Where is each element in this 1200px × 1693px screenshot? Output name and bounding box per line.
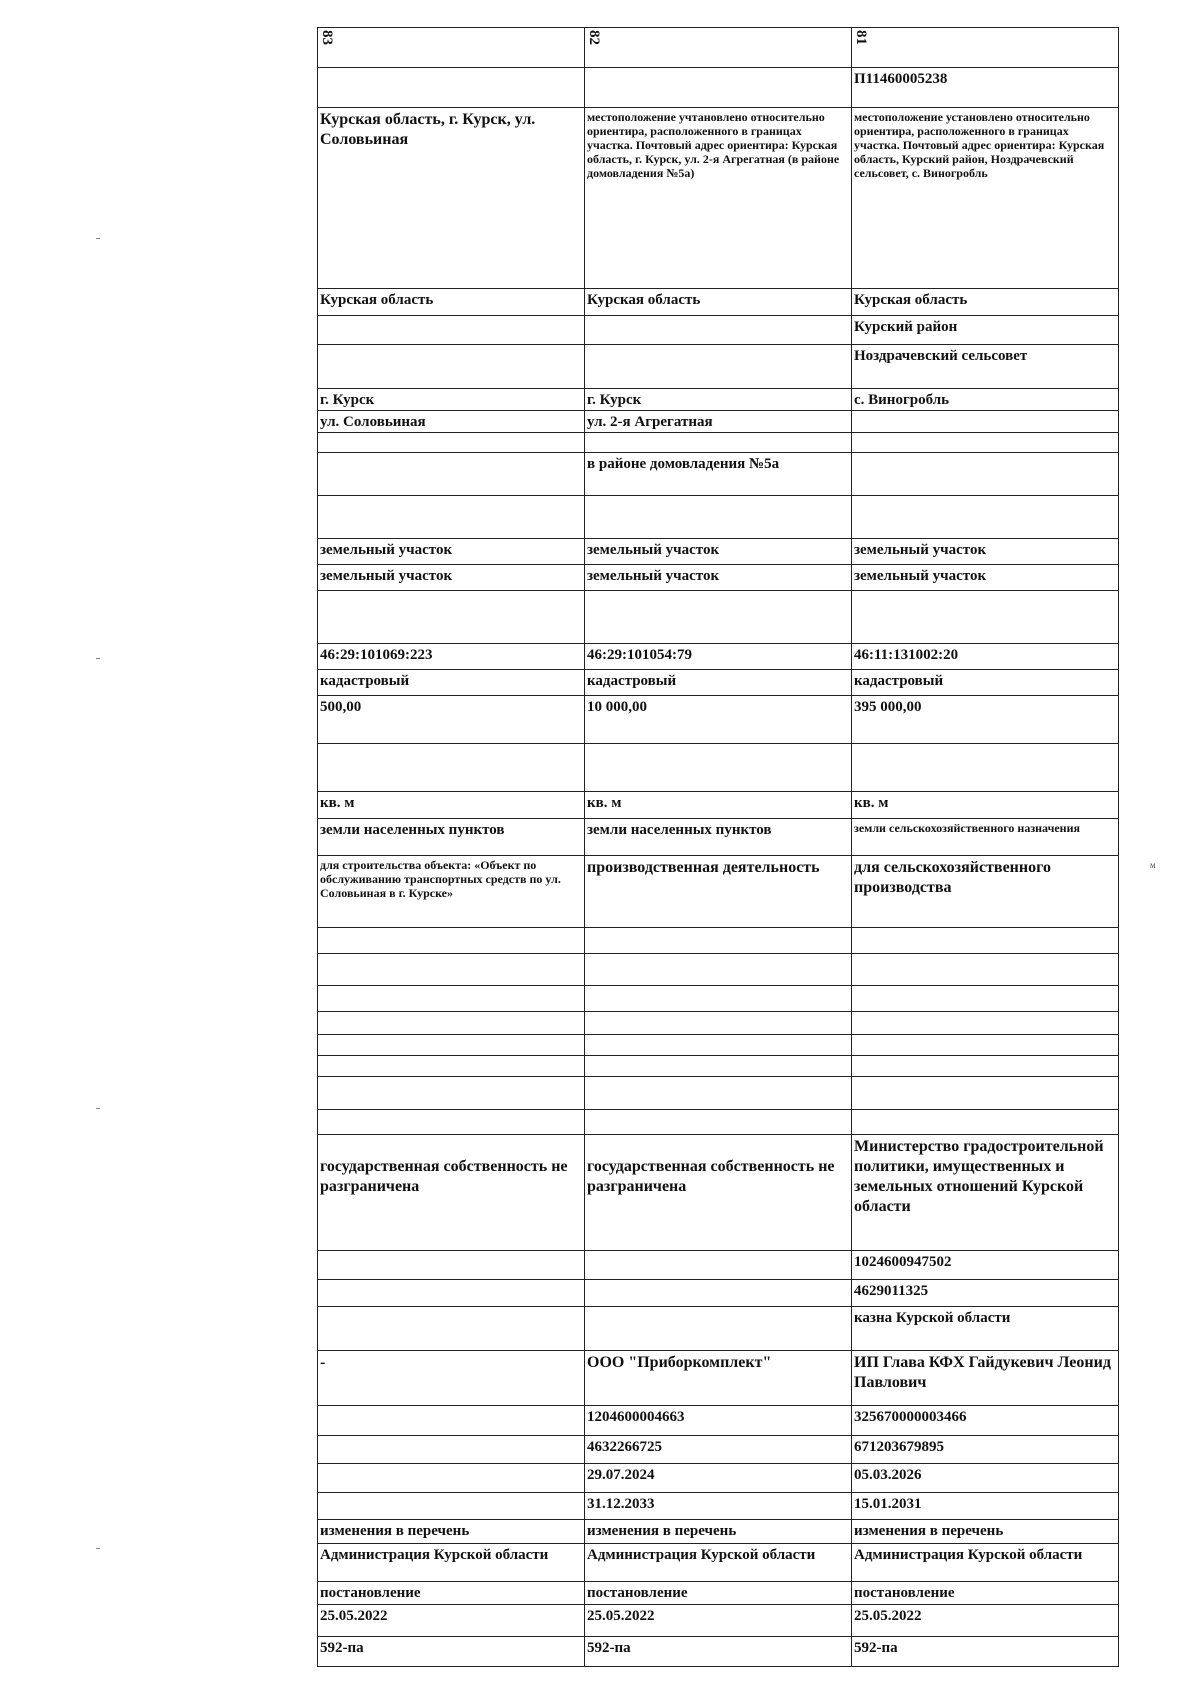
blank-4-cell: [318, 744, 585, 792]
cadastral-number-cell: 46:29:101069:223: [318, 644, 585, 670]
owner-ogrn-cell: 1024600947502: [852, 1251, 1119, 1280]
blank-7-cell: [318, 986, 585, 1012]
blank-1-cell: [585, 433, 852, 453]
blank-9-cell: [318, 1035, 585, 1056]
settlement-council-cell: [585, 345, 852, 389]
row-settlement-council: [318, 345, 1119, 389]
settlement-council-cell: Ноздрачевский сельсовет: [852, 345, 1119, 389]
row-blank-5: [318, 928, 1119, 954]
object-name-cell: земельный участок: [852, 565, 1119, 591]
blank-10-cell: [852, 1056, 1119, 1077]
owner-cell: Министерство градостроительной политики, имущественных и земельных отношений Курской области: [852, 1135, 1119, 1251]
owner-inn-cell: [585, 1280, 852, 1307]
issuing-body-cell: Администрация Курской области: [585, 1544, 852, 1582]
owner-cell: государственная собственность не разграничена: [318, 1135, 585, 1251]
blank-11-cell: [585, 1077, 852, 1110]
cadastral-number-cell: 46:29:101054:79: [585, 644, 852, 670]
owner-ogrn-cell: [585, 1251, 852, 1280]
blank-2-cell: [852, 496, 1119, 539]
treasury-cell: [585, 1307, 852, 1351]
street-cell: [852, 411, 1119, 433]
unit-cell: кв. м: [852, 792, 1119, 819]
tenant-cell: ООО "Приборкомплект": [585, 1351, 852, 1406]
blank-2-cell: [585, 496, 852, 539]
blank-8-cell: [585, 1012, 852, 1035]
change-type-cell: изменения в перечень: [585, 1520, 852, 1544]
object-name-cell: земельный участок: [585, 565, 852, 591]
area-cell: 395 000,00: [852, 696, 1119, 744]
blank-2-cell: [318, 496, 585, 539]
permitted-use-cell: производственная деятельность: [585, 856, 852, 928]
treasury-cell: казна Курской области: [852, 1307, 1119, 1351]
blank-1-cell: [318, 433, 585, 453]
address-full-cell: местоположение установлено относительно ориентира, расположенного в границах участка. Почтовый адрес ориентира: Курская область, Курский район, Ноздрачевский сельсовет, с. Виногробль: [852, 108, 1119, 289]
permitted-use-cell: для сельскохозяйственного производства: [852, 856, 1119, 928]
object-type-cell: земельный участок: [585, 539, 852, 565]
row-contract-start: [318, 1464, 1119, 1493]
blank-9-cell: [585, 1035, 852, 1056]
blank-3-cell: [585, 591, 852, 644]
act-date-cell: 25.05.2022: [852, 1605, 1119, 1637]
contract-end-cell: [318, 1493, 585, 1520]
district-cell: Курский район: [852, 316, 1119, 345]
margin-mark: м: [1150, 860, 1156, 870]
contract-start-cell: [318, 1464, 585, 1493]
land-category-cell: земли населенных пунктов: [318, 819, 585, 856]
blank-6-cell: [318, 954, 585, 986]
blank-5-cell: [585, 928, 852, 954]
row-issuing-body: [318, 1544, 1119, 1582]
row-change-type: [318, 1520, 1119, 1544]
row-owner-ogrn: [318, 1251, 1119, 1280]
blank-12-cell: [585, 1110, 852, 1135]
district-cell: [585, 316, 852, 345]
act-type-cell: постановление: [318, 1582, 585, 1605]
row-district: [318, 316, 1119, 345]
row-street: [318, 411, 1119, 433]
row-tenant-inn: [318, 1436, 1119, 1464]
row-object-type: [318, 539, 1119, 565]
row-act-type: [318, 1582, 1119, 1605]
blank-4-cell: [852, 744, 1119, 792]
cadastral-number-cell: 46:11:131002:20: [852, 644, 1119, 670]
tenant-cell: -: [318, 1351, 585, 1406]
row-act-date: [318, 1605, 1119, 1637]
address-full-cell: Курская область, г. Курск, ул. Соловьиная: [318, 108, 585, 289]
row-treasury: [318, 1307, 1119, 1351]
address-full-cell: местоположение учтановлено относительно ориентира, расположенного в границах участка. Почтовый адрес ориентира: Курская область, г. Курск, ул. 2-я Агрегатная (в районе домовладения №5а): [585, 108, 852, 289]
column-number-cell: [585, 28, 852, 68]
act-number-cell: 592-па: [318, 1637, 585, 1667]
change-type-cell: изменения в перечень: [318, 1520, 585, 1544]
column-number-row: [318, 28, 1119, 68]
row-unit: [318, 792, 1119, 819]
region-cell: Курская область: [318, 289, 585, 316]
blank-1-cell: [852, 433, 1119, 453]
tenant-inn-cell: 671203679895: [852, 1436, 1119, 1464]
row-permitted-use: [318, 856, 1119, 928]
column-number-cell: [318, 28, 585, 68]
act-date-cell: 25.05.2022: [318, 1605, 585, 1637]
land-category-cell: земли сельскохозяйственного назначения: [852, 819, 1119, 856]
row-blank-4: [318, 744, 1119, 792]
owner-inn-cell: [318, 1280, 585, 1307]
settlement-council-cell: [318, 345, 585, 389]
row-locality: [318, 389, 1119, 411]
tenant-inn-cell: [318, 1436, 585, 1464]
object-type-cell: земельный участок: [318, 539, 585, 565]
blank-5-cell: [318, 928, 585, 954]
blank-9-cell: [852, 1035, 1119, 1056]
column-number: 83: [319, 30, 335, 45]
object-number-cell: П11460005238: [852, 68, 1119, 108]
permitted-use-cell: для строительства объекта: «Объект по обслуживанию транспортных средств по ул. Соловьиная в г. Курске»: [318, 856, 585, 928]
area-cell: 10 000,00: [585, 696, 852, 744]
issuing-body-cell: Администрация Курской области: [318, 1544, 585, 1582]
act-type-cell: постановление: [852, 1582, 1119, 1605]
tenant-ogrn-cell: 325670000003466: [852, 1406, 1119, 1436]
issuing-body-cell: Администрация Курской области: [852, 1544, 1119, 1582]
act-type-cell: постановление: [585, 1582, 852, 1605]
blank-6-cell: [852, 954, 1119, 986]
row-blank-8: [318, 1012, 1119, 1035]
object-number-cell: [585, 68, 852, 108]
tenant-ogrn-cell: 1204600004663: [585, 1406, 852, 1436]
act-date-cell: 25.05.2022: [585, 1605, 852, 1637]
locality-cell: г. Курск: [318, 389, 585, 411]
column-number: 82: [586, 30, 602, 45]
scan-dot: [96, 238, 100, 239]
contract-end-cell: 31.12.2033: [585, 1493, 852, 1520]
house-cell: [852, 453, 1119, 496]
district-cell: [318, 316, 585, 345]
blank-11-cell: [852, 1077, 1119, 1110]
contract-end-cell: 15.01.2031: [852, 1493, 1119, 1520]
scan-dot: [96, 1108, 100, 1109]
row-tenant-ogrn: [318, 1406, 1119, 1436]
blank-12-cell: [852, 1110, 1119, 1135]
tenant-cell: ИП Глава КФХ Гайдукевич Леонид Павлович: [852, 1351, 1119, 1406]
blank-10-cell: [585, 1056, 852, 1077]
row-blank-1: [318, 433, 1119, 453]
row-owner: [318, 1135, 1119, 1251]
row-blank-9: [318, 1035, 1119, 1056]
row-blank-10: [318, 1056, 1119, 1077]
column-number: 81: [853, 30, 869, 45]
blank-7-cell: [852, 986, 1119, 1012]
house-cell: в районе домовладения №5а: [585, 453, 852, 496]
blank-11-cell: [318, 1077, 585, 1110]
contract-start-cell: 05.03.2026: [852, 1464, 1119, 1493]
object-number-cell: [318, 68, 585, 108]
area-cell: 500,00: [318, 696, 585, 744]
locality-cell: с. Виногробль: [852, 389, 1119, 411]
row-region: [318, 289, 1119, 316]
act-number-cell: 592-па: [585, 1637, 852, 1667]
blank-8-cell: [318, 1012, 585, 1035]
row-blank-2: [318, 496, 1119, 539]
street-cell: ул. Соловьиная: [318, 411, 585, 433]
land-category-cell: земли населенных пунктов: [585, 819, 852, 856]
contract-start-cell: 29.07.2024: [585, 1464, 852, 1493]
region-cell: Курская область: [852, 289, 1119, 316]
blank-12-cell: [318, 1110, 585, 1135]
blank-6-cell: [585, 954, 852, 986]
blank-4-cell: [585, 744, 852, 792]
row-land-category: [318, 819, 1119, 856]
treasury-cell: [318, 1307, 585, 1351]
row-blank-12: [318, 1110, 1119, 1135]
row-number-type: [318, 670, 1119, 696]
row-object-name: [318, 565, 1119, 591]
change-type-cell: изменения в перечень: [852, 1520, 1119, 1544]
row-blank-6: [318, 954, 1119, 986]
row-house: [318, 453, 1119, 496]
owner-inn-cell: 4629011325: [852, 1280, 1119, 1307]
house-cell: [318, 453, 585, 496]
region-cell: Курская область: [585, 289, 852, 316]
row-owner-inn: [318, 1280, 1119, 1307]
row-cadastral-number: [318, 644, 1119, 670]
column-number-cell: [852, 28, 1119, 68]
row-contract-end: [318, 1493, 1119, 1520]
unit-cell: кв. м: [318, 792, 585, 819]
row-blank-3: [318, 591, 1119, 644]
row-tenant: [318, 1351, 1119, 1406]
number-type-cell: кадастровый: [585, 670, 852, 696]
row-object-number: [318, 68, 1119, 108]
scan-dot: [96, 1548, 100, 1549]
blank-3-cell: [318, 591, 585, 644]
tenant-ogrn-cell: [318, 1406, 585, 1436]
land-registry-table: [317, 27, 1119, 1667]
object-name-cell: земельный участок: [318, 565, 585, 591]
unit-cell: кв. м: [585, 792, 852, 819]
row-blank-11: [318, 1077, 1119, 1110]
blank-3-cell: [852, 591, 1119, 644]
owner-ogrn-cell: [318, 1251, 585, 1280]
row-act-number: [318, 1637, 1119, 1667]
act-number-cell: 592-па: [852, 1637, 1119, 1667]
row-blank-7: [318, 986, 1119, 1012]
blank-7-cell: [585, 986, 852, 1012]
scan-dot: [96, 658, 100, 659]
blank-10-cell: [318, 1056, 585, 1077]
object-type-cell: земельный участок: [852, 539, 1119, 565]
row-area: [318, 696, 1119, 744]
street-cell: ул. 2-я Агрегатная: [585, 411, 852, 433]
row-address-full: [318, 108, 1119, 289]
owner-cell: государственная собственность не разграничена: [585, 1135, 852, 1251]
blank-5-cell: [852, 928, 1119, 954]
blank-8-cell: [852, 1012, 1119, 1035]
tenant-inn-cell: 4632266725: [585, 1436, 852, 1464]
number-type-cell: кадастровый: [852, 670, 1119, 696]
number-type-cell: кадастровый: [318, 670, 585, 696]
locality-cell: г. Курск: [585, 389, 852, 411]
